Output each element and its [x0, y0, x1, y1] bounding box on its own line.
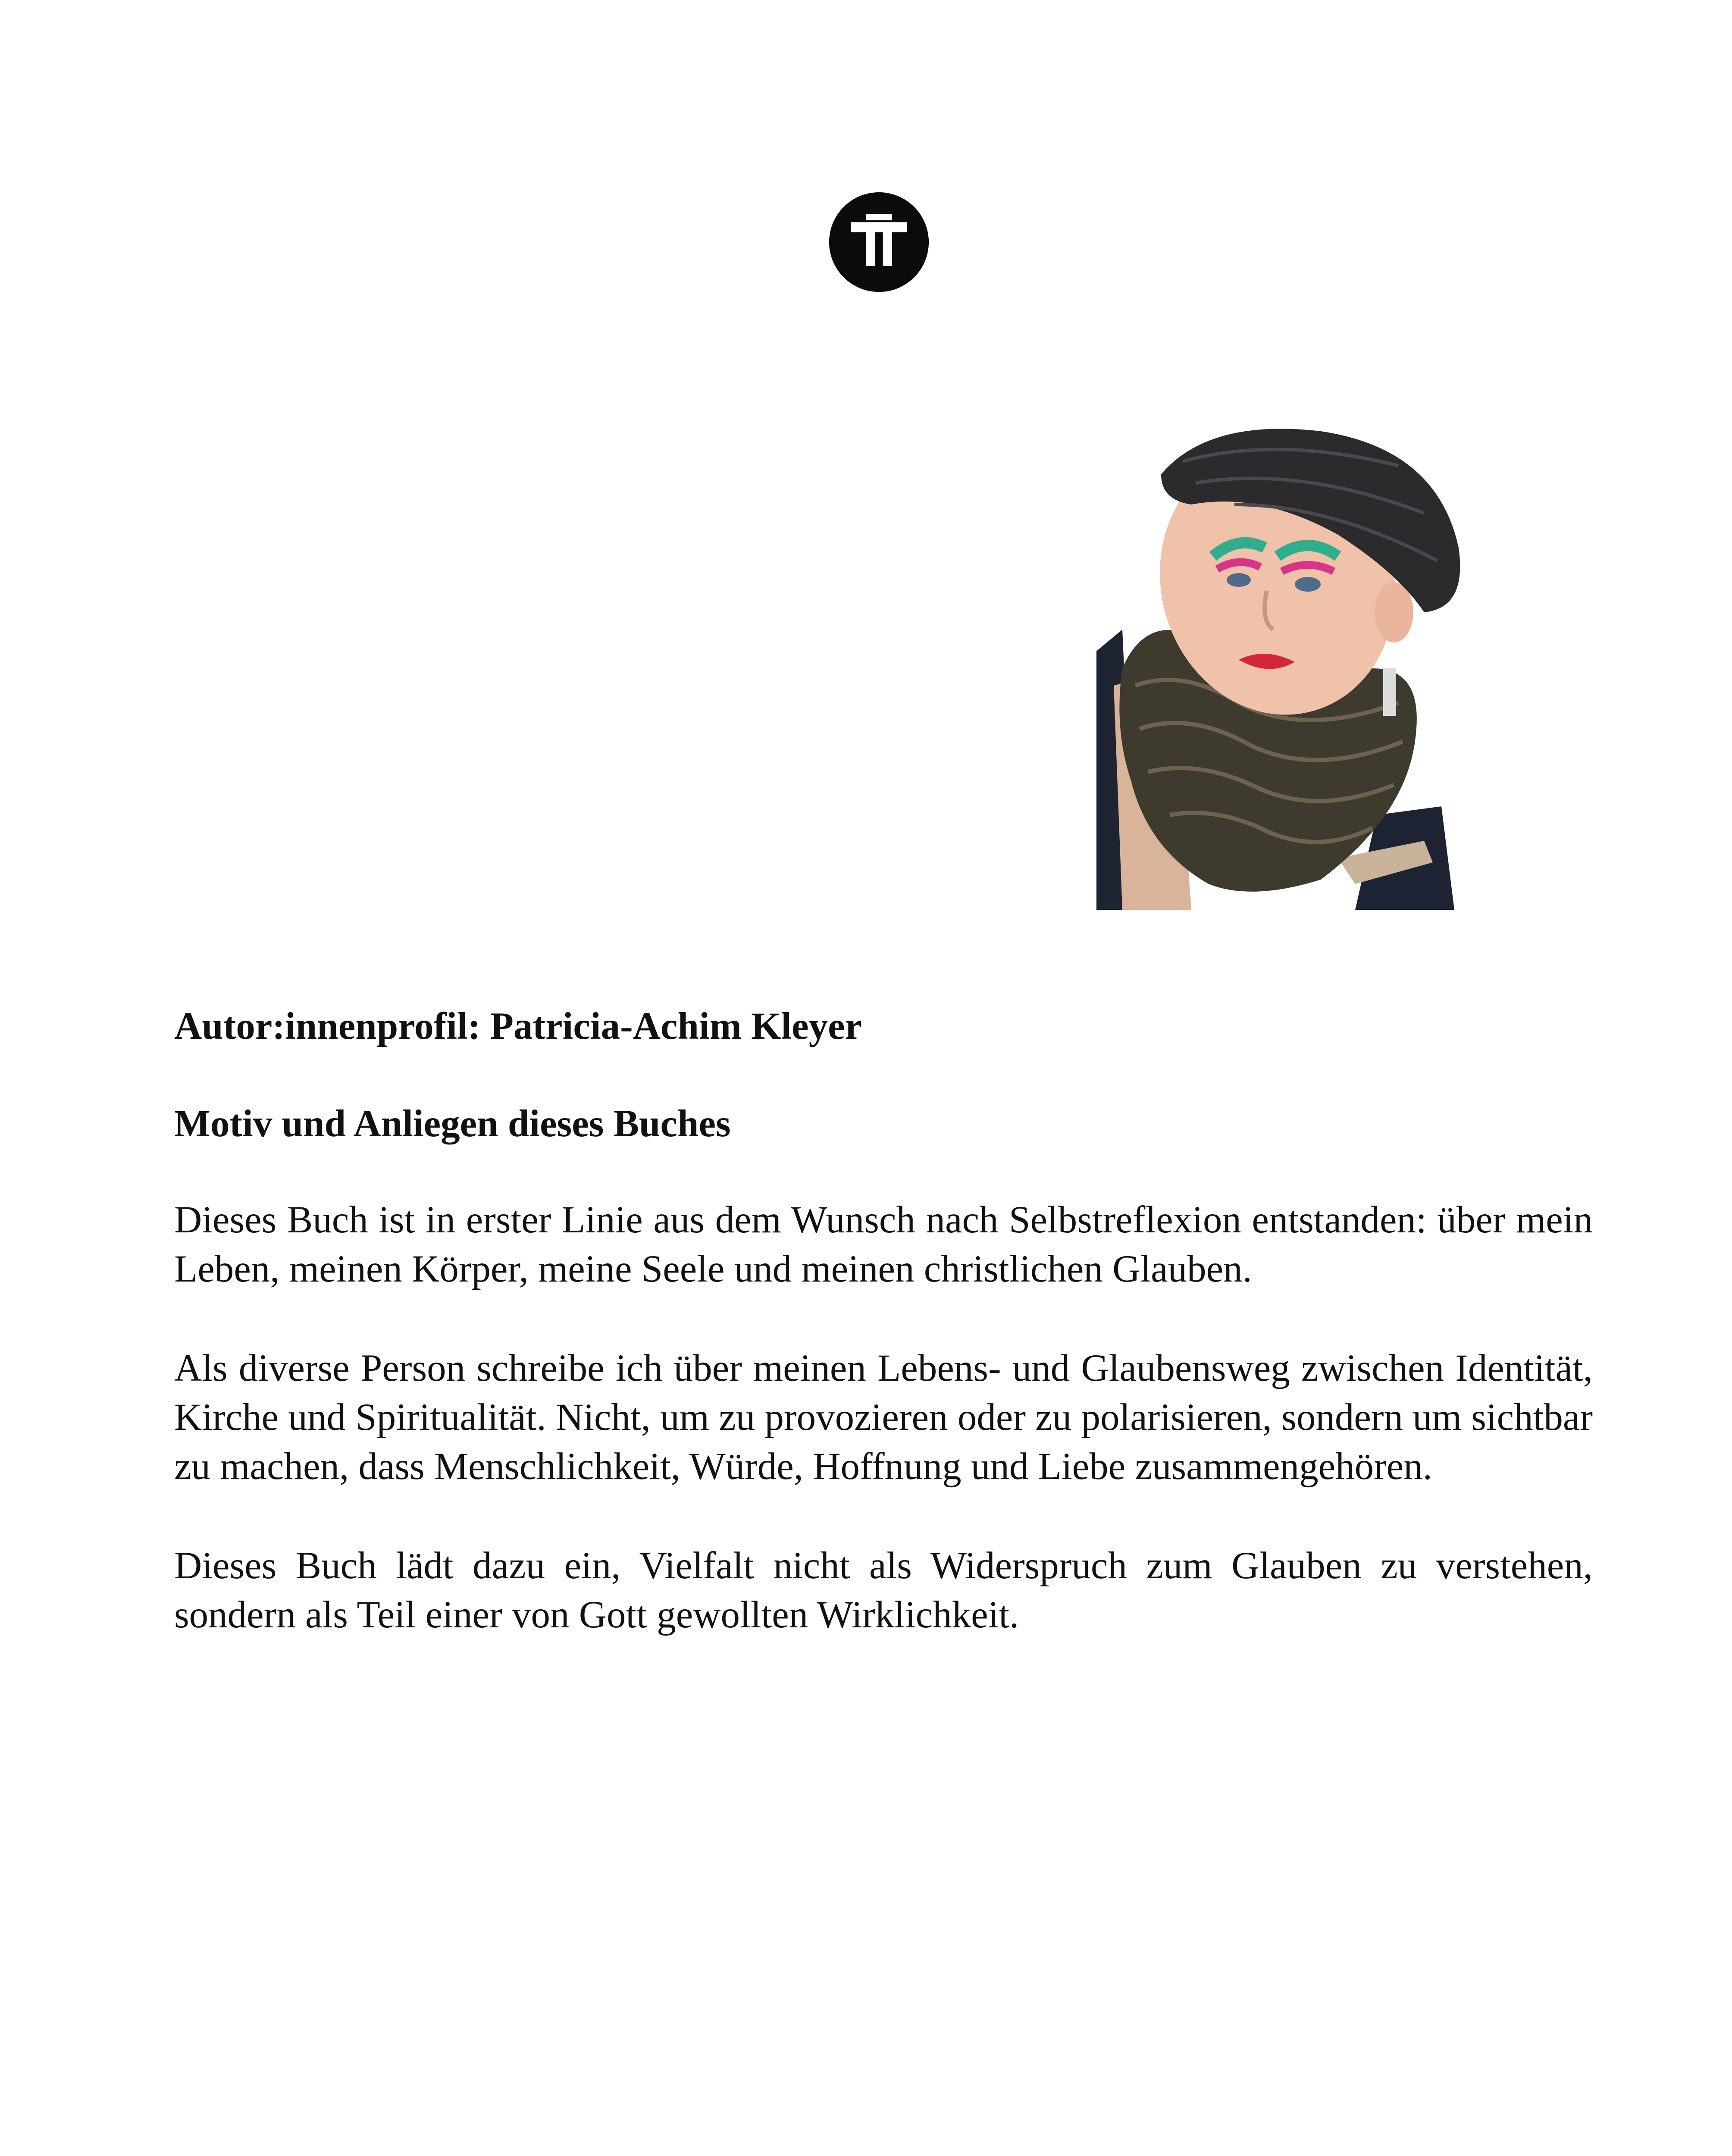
- publisher-logo-icon: [829, 192, 929, 292]
- profile-paragraph: Dieses Buch ist in erster Linie aus dem Wunsch nach Selbstreflexion entstanden: über mein Leben, meinen Körper, meine Seele und meinen christlichen Glauben.: [174, 1199, 1593, 1290]
- author-profile: [174, 1000, 1593, 1689]
- profile-paragraph: Als diverse Person schreibe ich über meinen Lebens- und Glaubensweg zwischen Identität, Kirche und Spiritualität. Nicht, um zu provozieren oder zu polarisieren, sondern um sichtbar zu machen, dass Menschlichkeit, Würde, Hoffnung und Liebe zusammengehören.: [174, 1347, 1593, 1488]
- profile-title: Autor:innenprofil: Patricia-Achim Kleyer: [174, 1005, 862, 1047]
- profile-subtitle: Motiv und Anliegen dieses Buches: [174, 1103, 731, 1145]
- author-portrait-photo: [1096, 427, 1541, 910]
- profile-paragraph: Dieses Buch lädt dazu ein, Vielfalt nicht als Widerspruch zum Glauben zu verstehen, sondern als Teil einer von Gott gewollten Wirklichkeit.: [174, 1545, 1593, 1636]
